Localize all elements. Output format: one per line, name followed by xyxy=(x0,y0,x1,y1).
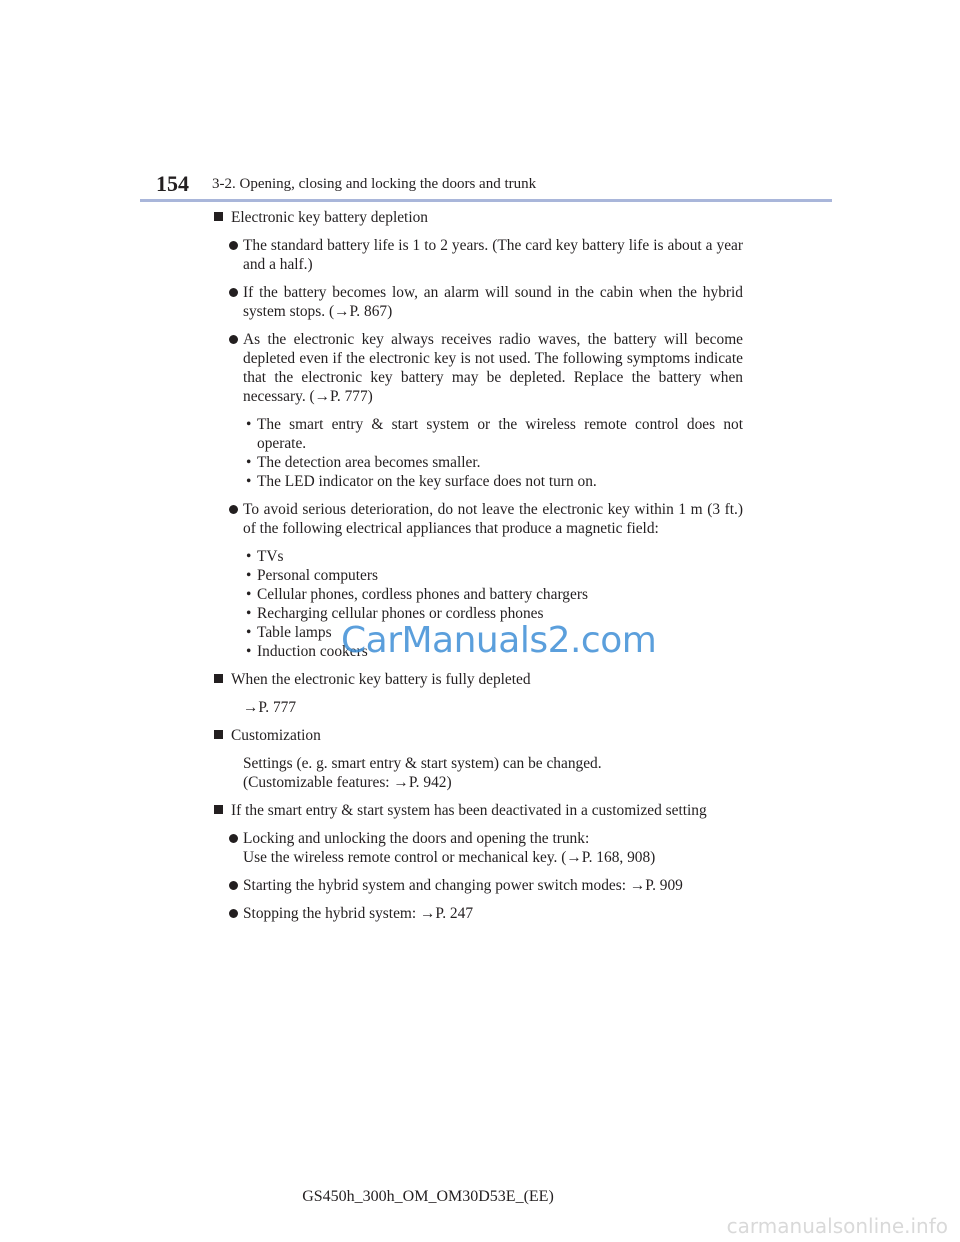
page-reference xyxy=(213,698,743,717)
circle-bullet-icon xyxy=(229,505,238,514)
square-bullet-icon xyxy=(214,730,223,739)
symptom-list xyxy=(213,415,743,491)
bullet-icon: • xyxy=(246,643,252,660)
bullet-icon: • xyxy=(246,624,252,641)
circle-item xyxy=(213,236,743,274)
item-text: Use the wireless remote control or mechanical key. (→P. 168, 908) xyxy=(243,849,656,866)
list-item xyxy=(213,472,743,491)
section-heading xyxy=(213,726,743,745)
circle-bullet-icon xyxy=(229,909,238,918)
list-item-text: TVs xyxy=(257,548,284,565)
list-item xyxy=(213,585,743,604)
circle-item xyxy=(213,500,743,538)
circle-bullet-icon xyxy=(229,288,238,297)
section-heading xyxy=(213,801,743,820)
heading-text: Customization xyxy=(231,727,321,744)
circle-item xyxy=(213,829,743,867)
heading-text: When the electronic key battery is fully depleted xyxy=(231,671,531,688)
list-item xyxy=(213,453,743,472)
page-content xyxy=(213,208,743,932)
item-text: As the electronic key always receives radio waves, the battery will become depleted even if the electronic key is not used. The following symptoms indicate that the electronic key battery may be depleted. Replace the battery when necessary. (→P. 777) xyxy=(243,331,743,405)
paragraph xyxy=(213,754,743,792)
circle-item xyxy=(213,330,743,406)
circle-item xyxy=(213,904,743,923)
circle-item xyxy=(213,283,743,321)
item-text: Locking and unlocking the doors and opening the trunk: xyxy=(243,830,590,847)
list-item-text: The detection area becomes smaller. xyxy=(257,454,481,471)
item-text: Stopping the hybrid system: →P. 247 xyxy=(243,905,474,922)
item-text: The standard battery life is 1 to 2 years. (The card key battery life is about a year and a half.) xyxy=(243,237,743,273)
paragraph-line: Settings (e. g. smart entry & start system) can be changed. xyxy=(243,755,602,772)
list-item xyxy=(213,547,743,566)
page-number: 154 xyxy=(156,171,189,196)
paragraph-line: (Customizable features: →P. 942) xyxy=(243,774,452,791)
section-title: 3-2. Opening, closing and locking the doors and trunk xyxy=(212,176,537,192)
item-text: Starting the hybrid system and changing power switch modes: →P. 909 xyxy=(243,877,683,894)
footer-code: GS450h_300h_OM_OM30D53E_(EE) xyxy=(302,1188,554,1205)
list-item-text: Induction cookers xyxy=(257,643,368,660)
section-heading xyxy=(213,670,743,689)
list-item xyxy=(213,415,743,453)
list-item-text: Personal computers xyxy=(257,567,378,584)
circle-bullet-icon xyxy=(229,335,238,344)
circle-bullet-icon xyxy=(229,834,238,843)
page-header xyxy=(0,0,960,205)
bullet-icon: • xyxy=(246,548,252,565)
watermark-logo: CarManuals2.com xyxy=(341,620,657,661)
list-item-text: The smart entry & start system or the wireless remote control does not operate. xyxy=(257,416,743,452)
bullet-icon: • xyxy=(246,473,252,490)
bullet-icon: • xyxy=(246,567,252,584)
bullet-icon: • xyxy=(246,605,252,622)
square-bullet-icon xyxy=(214,212,223,221)
circle-bullet-icon xyxy=(229,241,238,250)
list-item-text: Cellular phones, cordless phones and battery chargers xyxy=(257,586,588,603)
heading-text: Electronic key battery depletion xyxy=(231,209,429,226)
header-rule xyxy=(140,199,832,202)
list-item-text: Table lamps xyxy=(257,624,332,641)
circle-bullet-icon xyxy=(229,881,238,890)
list-item-text: Recharging cellular phones or cordless phones xyxy=(257,605,544,622)
page-footer xyxy=(0,1188,960,1206)
item-text: To avoid serious deterioration, do not leave the electronic key within 1 m (3 ft.) of the following electrical appliances that produce a magnetic field: xyxy=(243,501,743,537)
square-bullet-icon xyxy=(214,674,223,683)
heading-text: If the smart entry & start system has been deactivated in a customized setting xyxy=(231,802,707,819)
bullet-icon: • xyxy=(246,416,252,433)
section-heading xyxy=(213,208,743,227)
bullet-icon: • xyxy=(246,586,252,603)
bullet-icon: • xyxy=(246,454,252,471)
list-item xyxy=(213,566,743,585)
bottom-watermark: carmanualsonline.info xyxy=(726,1214,948,1238)
list-item-text: The LED indicator on the key surface does not turn on. xyxy=(257,473,597,490)
item-text: If the battery becomes low, an alarm will sound in the cabin when the hybrid system stops. (→P. 867) xyxy=(243,284,743,320)
reference-text: →P. 777 xyxy=(243,699,297,716)
square-bullet-icon xyxy=(214,805,223,814)
circle-item xyxy=(213,876,743,895)
